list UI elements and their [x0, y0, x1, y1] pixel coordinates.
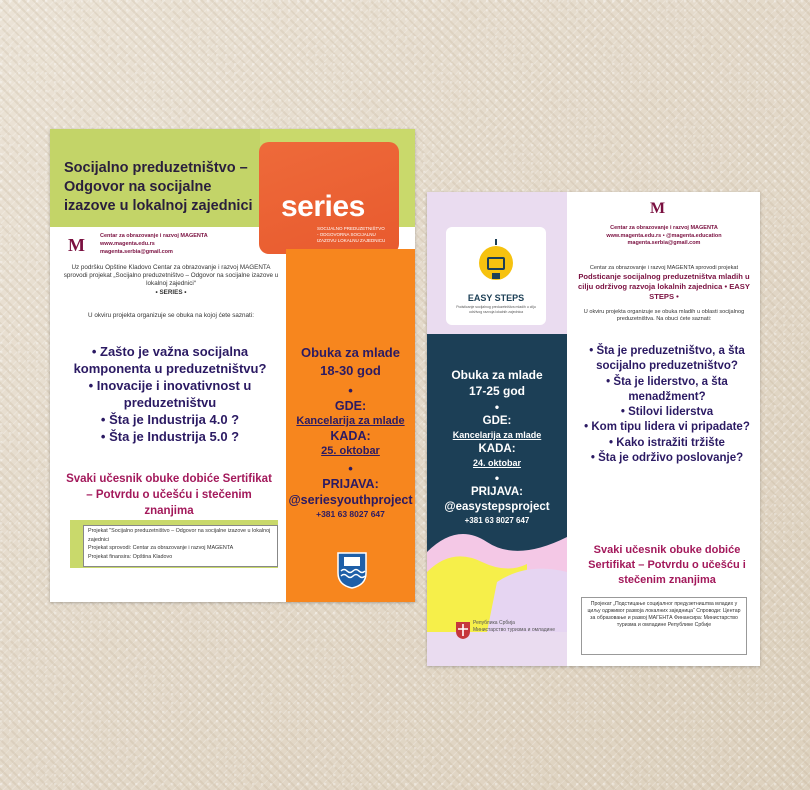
bullet-dot: • — [348, 383, 353, 398]
contact-info — [100, 232, 208, 256]
where-label: GDE: — [334, 399, 367, 413]
project-heading: Podsticanje socijalnog preduzetništva mladih u cilju održivog razvoja lokalnih zajednica • EASY STEPS • — [578, 272, 750, 301]
list-item: • Šta je Industrija 5.0 ? — [70, 428, 270, 445]
poster-title: Socijalno preduzetništvo – Odgovor na socijalne izazove u lokalnoj zajednici — [64, 160, 253, 214]
training-age: 18-30 god — [320, 363, 381, 378]
instagram-handle[interactable]: @easystepsproject — [444, 501, 550, 513]
ministry-label — [473, 620, 555, 634]
when-label: KADA: — [330, 429, 371, 443]
bullet-dot: • — [348, 461, 353, 476]
list-item: • Inovacije i inovativnost u preduzetništvu — [70, 377, 270, 411]
email: magenta.serbia@gmail.com — [627, 240, 701, 246]
list-item: • Stilovi liderstva — [577, 405, 757, 420]
topics-list — [70, 343, 270, 445]
intro-lead: U okviru projekta organizuje se obuka na kojoj ćete saznati: — [88, 312, 254, 319]
training-info — [286, 344, 415, 520]
decor-waves — [427, 512, 567, 632]
lightbulb-icon — [476, 237, 516, 289]
list-item: • Šta je liderstvo, a šta menadžment? — [577, 375, 757, 406]
org-name: Centar za obrazovanje i razvoj MAGENTA — [100, 233, 208, 239]
easy-steps-logo-card — [446, 227, 546, 325]
list-item: • Kako istražiti tržište — [577, 436, 757, 451]
email: magenta.serbia@gmail.com — [100, 249, 173, 255]
topics-list — [577, 344, 757, 466]
certificate-note: Svaki učesnik obuke dobiće Sertifikat – Potvrdu o učešću i stečenim znanjima — [588, 544, 746, 586]
intro-tag: • SERIES • — [155, 288, 187, 296]
apply-label: PRIJAVA: — [471, 486, 523, 498]
easy-steps-logo: EASY STEPS — [467, 293, 525, 303]
where-value[interactable]: Kancelarija za mlade — [452, 430, 542, 440]
org-name: Centar za obrazovanje i razvoj MAGENTA — [610, 225, 718, 231]
list-item: • Zašto je važna socijalna komponenta u preduzetništvu? — [70, 343, 270, 377]
poster-series — [50, 129, 415, 602]
bullet-dot: • — [494, 400, 500, 414]
series-logo-subtitle: SOCIJALNO PREDUZETNIŠTVO - ODGOVORNA SOCIJALNU IZAZOVU LOKALNU ZAJEDNICU — [317, 226, 386, 243]
contact-info — [574, 225, 754, 248]
footer-box: Пројекат „Подстицање социјалног предузетништва младих у циљу одрживог развоја локалних заједница“ Спроводи: Центар за образовање и развој МАГЕНТА Финансира: Министарство туризма и омладине Републике Србије — [581, 597, 747, 655]
apply-label: PRIJAVA: — [322, 477, 379, 491]
easy-steps-subtitle: Podsticanje socijalnog preduzetništva mladih u cilju održivog razvoja lokalnih zajednica — [456, 305, 536, 314]
series-logo: series — [281, 190, 365, 223]
magenta-logo-icon: M — [68, 235, 85, 255]
magenta-logo-icon: M — [650, 200, 666, 217]
footer-line: Projekat sprovodi: Centar za obrazovanje i razvoj MAGENTA — [88, 545, 234, 551]
footer-line: Projekat "Socijalno preduzetništvo – Odgovor na socijalne izazove u lokalnoj zajednici — [88, 528, 271, 543]
poster-easy-steps — [427, 192, 760, 666]
list-item: • Šta je održivo poslovanje? — [577, 451, 757, 466]
intro-lead: U okviru projekta organizuje se obuka mladih u oblasti socijalnog preduzetništva. Na obuci ćete saznati: — [583, 309, 745, 323]
intro-text — [60, 264, 282, 297]
ministry-name: Министарство туризма и омладине — [473, 627, 555, 633]
bullet-dot: • — [494, 471, 500, 485]
kladovo-crest-icon — [336, 549, 368, 589]
training-age: 17-25 god — [468, 384, 525, 398]
intro-text: Centar za obrazovanje i razvoj MAGENTA sprovodi projekat — [589, 265, 739, 271]
where-label: GDE: — [482, 415, 512, 427]
training-title: Obuka za mlade — [451, 368, 543, 382]
serbia-coat-of-arms-icon — [455, 620, 471, 640]
where-value[interactable]: Kancelarija za mlade — [296, 415, 405, 427]
when-value: 25. oktobar — [321, 445, 380, 457]
footer-line: Projekat finansira: Opština Kladovo — [88, 553, 173, 560]
certificate-note: Svaki učesnik obuke dobiće Sertifikat – Potvrdu o učešću i stečenim znanjima — [66, 473, 272, 517]
list-item: • Šta je Industrija 4.0 ? — [70, 411, 270, 428]
intro-paragraph: Uz podršku Opštine Kladovo Centar za obrazovanje i razvoj MAGENTA sprovodi projekat „Socijalno preduzetništvo – Odgovor na socijalne izazove u lokalnoj zajednici“ — [63, 264, 279, 288]
website: www.magenta.edu.rs • @magenta.education — [606, 232, 722, 239]
phone-number: +381 63 8027 647 — [316, 509, 385, 519]
list-item: • Kom tipu lidera vi pripadate? — [577, 420, 757, 435]
footer-box — [83, 525, 278, 567]
phone-number: +381 63 8027 647 — [464, 516, 530, 525]
training-title: Obuka za mlade — [301, 345, 400, 360]
training-info — [427, 367, 567, 527]
republic-name: Република Србија — [473, 620, 515, 626]
when-value: 24. oktobar — [472, 458, 521, 468]
series-logo-card — [259, 142, 399, 254]
website: www.magenta.edu.rs — [100, 241, 155, 247]
list-item: • Šta je preduzetništvo, a šta socijalno preduzetništvo? — [577, 344, 757, 375]
instagram-handle[interactable]: @seriesyouthproject — [288, 493, 413, 507]
when-label: KADA: — [478, 443, 516, 455]
